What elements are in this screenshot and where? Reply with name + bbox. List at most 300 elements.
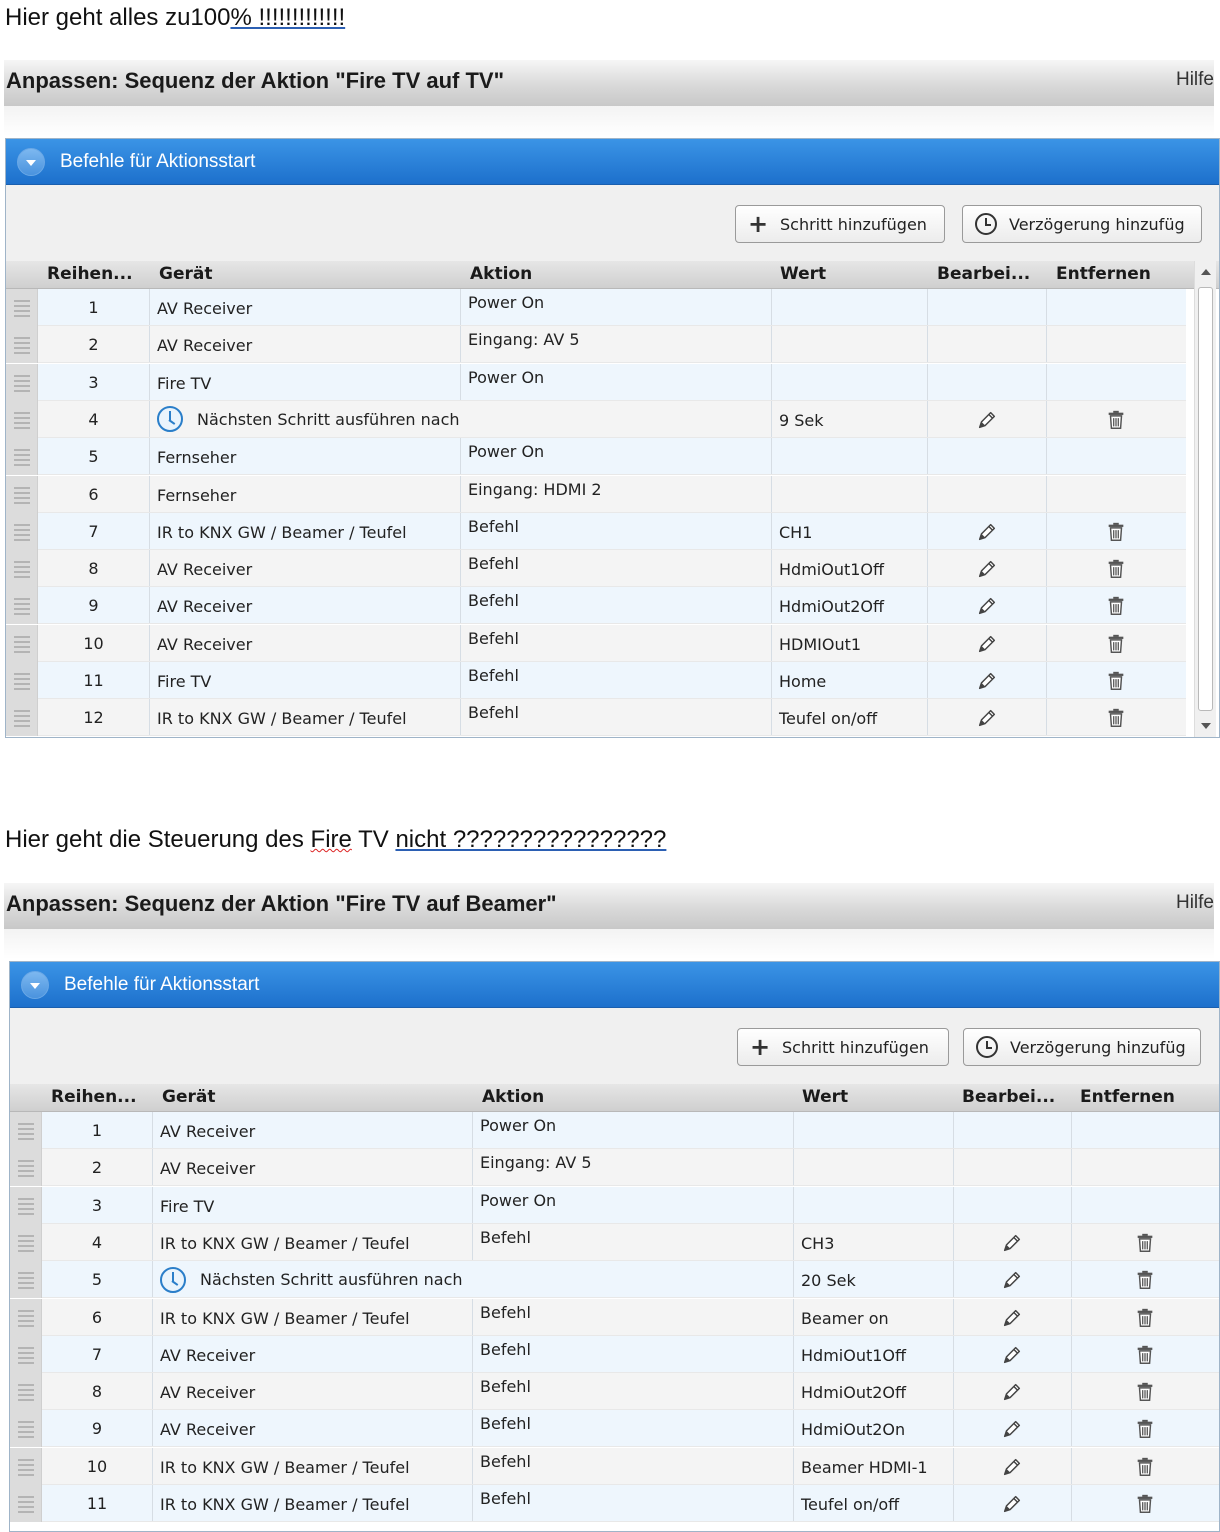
plus-icon: + bbox=[749, 1033, 771, 1061]
column-divider bbox=[1046, 476, 1047, 512]
row-order: 11 bbox=[86, 1494, 108, 1513]
column-divider bbox=[1071, 1149, 1072, 1185]
column-header-edit[interactable]: Bearbei... bbox=[937, 264, 1031, 284]
column-divider bbox=[460, 625, 461, 661]
column-header-remove[interactable]: Entfernen bbox=[1080, 1087, 1175, 1107]
sequence-editor-2 bbox=[0, 883, 1220, 1532]
column-header-order[interactable]: Reihen... bbox=[47, 264, 133, 284]
vertical-scrollbar[interactable] bbox=[1194, 261, 1216, 737]
table-row[interactable] bbox=[6, 550, 1186, 587]
table-row[interactable] bbox=[10, 1373, 1219, 1410]
row-order: 5 bbox=[91, 1270, 103, 1290]
column-divider bbox=[460, 438, 461, 474]
row-order: 12 bbox=[83, 708, 104, 728]
column-divider bbox=[152, 1448, 153, 1484]
value-cell: HdmiOut2Off bbox=[801, 1383, 907, 1403]
table-row[interactable] bbox=[10, 1448, 1219, 1485]
grid-header bbox=[6, 261, 1219, 289]
column-divider bbox=[771, 401, 772, 437]
drag-handle-icon[interactable] bbox=[10, 1299, 42, 1336]
device-cell: IR to KNX GW / Beamer / Teufel bbox=[160, 1308, 410, 1328]
column-divider bbox=[460, 699, 461, 735]
dialog-title: Anpassen: Sequenz der Aktion "Fire TV auf TV" bbox=[6, 68, 505, 93]
table-row[interactable] bbox=[10, 1336, 1219, 1373]
column-divider bbox=[472, 1448, 473, 1484]
trash-icon[interactable] bbox=[1134, 1456, 1156, 1478]
column-divider bbox=[1071, 1485, 1072, 1521]
action-cell: Befehl bbox=[480, 1302, 531, 1322]
value-cell bbox=[793, 1112, 953, 1149]
delay-cell bbox=[152, 1261, 793, 1298]
column-divider bbox=[472, 1149, 473, 1185]
table-row[interactable] bbox=[6, 625, 1186, 662]
device-cell: Fire TV bbox=[157, 672, 212, 691]
value-cell bbox=[771, 476, 927, 513]
column-header-device[interactable]: Gerät bbox=[159, 264, 213, 284]
drag-handle-icon[interactable] bbox=[10, 1149, 42, 1186]
column-divider bbox=[472, 1410, 473, 1446]
row-order: 9 bbox=[91, 1419, 103, 1439]
drag-handle-icon[interactable] bbox=[10, 1336, 42, 1373]
drag-handle-icon[interactable] bbox=[10, 1485, 42, 1522]
device-cell: AV Receiver bbox=[157, 560, 253, 580]
row-order: 6 bbox=[88, 484, 99, 504]
value-cell: Home bbox=[779, 672, 827, 691]
column-divider bbox=[771, 699, 772, 735]
column-header-remove[interactable]: Entfernen bbox=[1056, 264, 1151, 284]
add-step-button[interactable] bbox=[735, 205, 945, 243]
drag-handle-icon[interactable] bbox=[6, 662, 38, 699]
delay-text: Nächsten Schritt ausführen nach bbox=[197, 409, 460, 429]
panel-header[interactable] bbox=[10, 962, 1219, 1008]
column-divider bbox=[472, 1187, 473, 1223]
action-cell: Befehl bbox=[468, 554, 519, 574]
note-line-1 bbox=[5, 4, 345, 32]
column-header-order[interactable]: Reihen... bbox=[51, 1087, 137, 1107]
plus-icon: + bbox=[747, 210, 769, 238]
device-cell: Fire TV bbox=[157, 373, 212, 393]
column-divider bbox=[771, 587, 772, 623]
add-step-label: Schritt hinzufügen bbox=[780, 214, 927, 234]
column-divider bbox=[149, 401, 150, 437]
column-divider bbox=[152, 1373, 153, 1409]
trash-icon[interactable] bbox=[1134, 1418, 1156, 1440]
column-divider bbox=[793, 1485, 794, 1521]
device-cell: IR to KNX GW / Beamer / Teufel bbox=[160, 1457, 410, 1477]
column-divider bbox=[149, 587, 150, 623]
drag-handle-icon[interactable] bbox=[6, 401, 38, 438]
column-divider bbox=[472, 1112, 473, 1148]
add-step-label: Schritt hinzufügen bbox=[782, 1037, 929, 1057]
delay-text: Nächsten Schritt ausführen nach bbox=[200, 1270, 463, 1290]
column-divider bbox=[793, 1261, 794, 1297]
scroll-up-icon[interactable] bbox=[1201, 269, 1211, 275]
table-row[interactable] bbox=[10, 1149, 1219, 1186]
action-cell: Befehl bbox=[468, 591, 519, 611]
column-header-device[interactable]: Gerät bbox=[162, 1087, 216, 1107]
drag-handle-icon[interactable] bbox=[6, 326, 38, 363]
trash-icon[interactable] bbox=[1134, 1307, 1156, 1329]
column-divider bbox=[1046, 513, 1047, 549]
column-divider bbox=[460, 364, 461, 400]
pencil-icon[interactable] bbox=[976, 633, 998, 655]
pencil-icon[interactable] bbox=[1001, 1232, 1023, 1254]
action-cell: Befehl bbox=[480, 1339, 531, 1359]
column-header-edit[interactable]: Bearbei... bbox=[962, 1087, 1056, 1107]
action-cell: Power On bbox=[468, 367, 545, 387]
pencil-icon[interactable] bbox=[1001, 1307, 1023, 1329]
column-divider bbox=[771, 550, 772, 586]
value-cell: Beamer HDMI-1 bbox=[801, 1457, 928, 1477]
drag-handle-icon[interactable] bbox=[6, 625, 38, 662]
column-divider bbox=[460, 587, 461, 623]
commands-panel bbox=[9, 961, 1220, 1532]
value-cell: HdmiOut2Off bbox=[779, 597, 885, 617]
column-divider bbox=[793, 1224, 794, 1260]
column-divider bbox=[152, 1336, 153, 1372]
note-line-2 bbox=[5, 826, 666, 854]
device-cell: IR to KNX GW / Beamer / Teufel bbox=[157, 709, 407, 729]
sequence-grid bbox=[6, 261, 1219, 737]
row-order: 7 bbox=[88, 521, 99, 541]
column-divider bbox=[149, 476, 150, 512]
table-row[interactable] bbox=[6, 289, 1186, 326]
scroll-down-icon[interactable] bbox=[1201, 723, 1211, 729]
value-cell: 9 Sek bbox=[779, 410, 824, 430]
column-divider bbox=[793, 1299, 794, 1335]
drag-handle-icon[interactable] bbox=[6, 438, 38, 475]
value-cell: HdmiOut1Off bbox=[801, 1345, 907, 1365]
value-cell bbox=[771, 326, 927, 363]
table-row[interactable] bbox=[6, 587, 1186, 624]
note-2-text: Hier geht die Steuerung des bbox=[5, 826, 311, 853]
drag-handle-icon[interactable] bbox=[6, 289, 38, 326]
value-cell bbox=[771, 364, 927, 401]
trash-icon[interactable] bbox=[1105, 707, 1127, 729]
drag-handle-icon[interactable] bbox=[6, 513, 38, 550]
column-divider bbox=[793, 1410, 794, 1446]
action-cell: Befehl bbox=[480, 1227, 531, 1247]
table-row[interactable] bbox=[10, 1261, 1219, 1298]
row-order: 4 bbox=[88, 409, 99, 429]
column-divider bbox=[152, 1410, 153, 1446]
action-cell: Befehl bbox=[480, 1377, 531, 1397]
help-link[interactable]: Hilfe bbox=[1175, 892, 1214, 913]
column-divider bbox=[472, 1299, 473, 1335]
row-order: 9 bbox=[88, 596, 99, 616]
trash-icon[interactable] bbox=[1105, 595, 1127, 617]
column-divider bbox=[953, 1336, 954, 1372]
column-divider bbox=[460, 550, 461, 586]
column-divider bbox=[149, 550, 150, 586]
column-divider bbox=[927, 401, 928, 437]
scroll-thumb[interactable] bbox=[1198, 287, 1213, 711]
column-divider bbox=[149, 662, 150, 698]
row-order: 7 bbox=[91, 1344, 103, 1364]
drag-handle-icon[interactable] bbox=[10, 1187, 42, 1224]
pencil-icon[interactable] bbox=[1001, 1344, 1023, 1366]
column-header-action[interactable]: Aktion bbox=[470, 264, 533, 284]
drag-handle-icon[interactable] bbox=[10, 1373, 42, 1410]
column-divider bbox=[152, 1112, 153, 1148]
device-cell: Fernseher bbox=[157, 448, 237, 468]
device-cell: Fernseher bbox=[157, 485, 237, 505]
column-divider bbox=[771, 326, 772, 362]
table-row[interactable] bbox=[10, 1485, 1219, 1522]
table-row[interactable] bbox=[10, 1299, 1219, 1336]
action-cell: Befehl bbox=[480, 1414, 531, 1434]
value-cell bbox=[793, 1149, 953, 1186]
row-order: 4 bbox=[91, 1232, 103, 1252]
device-cell: IR to KNX GW / Beamer / Teufel bbox=[160, 1233, 410, 1253]
trash-icon[interactable] bbox=[1134, 1493, 1156, 1515]
column-divider bbox=[771, 476, 772, 512]
trash-icon[interactable] bbox=[1105, 409, 1127, 431]
row-order: 3 bbox=[91, 1195, 103, 1215]
column-divider bbox=[1071, 1410, 1072, 1446]
panel-toolbar bbox=[10, 1008, 1219, 1084]
column-divider bbox=[1046, 625, 1047, 661]
column-divider bbox=[1046, 587, 1047, 623]
table-row[interactable] bbox=[10, 1410, 1219, 1447]
action-cell: Eingang: AV 5 bbox=[480, 1153, 592, 1173]
pencil-icon[interactable] bbox=[1001, 1418, 1023, 1440]
device-cell: Fire TV bbox=[160, 1196, 215, 1216]
drag-handle-icon[interactable] bbox=[6, 550, 38, 587]
drag-handle-icon[interactable] bbox=[10, 1261, 42, 1298]
clock-icon bbox=[157, 406, 183, 432]
column-divider bbox=[1046, 699, 1047, 735]
table-row[interactable] bbox=[10, 1112, 1219, 1149]
table-row[interactable] bbox=[6, 699, 1186, 736]
column-divider bbox=[1046, 438, 1047, 474]
add-step-button[interactable] bbox=[737, 1028, 949, 1066]
column-divider bbox=[460, 513, 461, 549]
pencil-icon[interactable] bbox=[1001, 1381, 1023, 1403]
column-divider bbox=[1071, 1112, 1072, 1148]
device-cell: IR to KNX GW / Beamer / Teufel bbox=[160, 1495, 410, 1514]
column-divider bbox=[953, 1410, 954, 1446]
table-row[interactable] bbox=[6, 401, 1186, 438]
row-order: 3 bbox=[88, 372, 99, 392]
action-cell: Befehl bbox=[468, 628, 519, 648]
device-cell: AV Receiver bbox=[160, 1159, 256, 1179]
trash-icon[interactable] bbox=[1105, 521, 1127, 543]
column-divider bbox=[149, 289, 150, 325]
pencil-icon[interactable] bbox=[976, 558, 998, 580]
drag-handle-icon[interactable] bbox=[6, 587, 38, 624]
column-divider bbox=[771, 662, 772, 698]
column-divider bbox=[927, 550, 928, 586]
note-2-emphasis: nicht ???????????????? bbox=[395, 826, 667, 853]
column-divider bbox=[1071, 1187, 1072, 1223]
column-divider bbox=[927, 476, 928, 512]
row-order: 10 bbox=[83, 633, 104, 653]
trash-icon[interactable] bbox=[1134, 1232, 1156, 1254]
column-divider bbox=[1046, 289, 1047, 325]
column-divider bbox=[793, 1448, 794, 1484]
column-header-action[interactable]: Aktion bbox=[482, 1087, 545, 1107]
value-cell bbox=[793, 1187, 953, 1224]
value-cell: Teufel on/off bbox=[779, 709, 878, 729]
trash-icon[interactable] bbox=[1134, 1344, 1156, 1366]
column-divider bbox=[793, 1336, 794, 1372]
pencil-icon[interactable] bbox=[976, 670, 998, 692]
table-row[interactable] bbox=[10, 1224, 1219, 1261]
chevron-down-icon[interactable] bbox=[21, 971, 49, 999]
value-cell: CH1 bbox=[779, 522, 813, 542]
column-divider bbox=[1071, 1448, 1072, 1484]
value-cell: Teufel on/off bbox=[801, 1495, 900, 1514]
table-row[interactable] bbox=[10, 1187, 1219, 1224]
note-1-text: Hier geht alles zu100 bbox=[5, 4, 231, 31]
action-cell: Befehl bbox=[468, 666, 519, 685]
pencil-icon[interactable] bbox=[1001, 1493, 1023, 1515]
pencil-icon[interactable] bbox=[976, 521, 998, 543]
column-divider bbox=[953, 1224, 954, 1260]
column-header-value[interactable]: Wert bbox=[802, 1087, 849, 1107]
clock-icon bbox=[964, 1036, 1010, 1058]
drag-handle-icon[interactable] bbox=[6, 364, 38, 401]
column-divider bbox=[152, 1224, 153, 1260]
column-divider bbox=[472, 1224, 473, 1260]
trash-icon[interactable] bbox=[1134, 1269, 1156, 1291]
device-cell: AV Receiver bbox=[160, 1420, 256, 1440]
action-cell: Befehl bbox=[480, 1489, 531, 1508]
table-row[interactable] bbox=[6, 364, 1186, 401]
pencil-icon[interactable] bbox=[976, 409, 998, 431]
column-divider bbox=[793, 1373, 794, 1409]
sequence-grid bbox=[10, 1084, 1219, 1531]
column-divider bbox=[953, 1149, 954, 1185]
device-cell: AV Receiver bbox=[157, 597, 253, 617]
column-divider bbox=[149, 513, 150, 549]
device-cell: AV Receiver bbox=[157, 336, 253, 356]
column-divider bbox=[953, 1485, 954, 1521]
device-cell: AV Receiver bbox=[157, 299, 253, 318]
commands-panel bbox=[5, 138, 1220, 738]
column-divider bbox=[460, 326, 461, 362]
row-order: 11 bbox=[83, 671, 104, 690]
trash-icon[interactable] bbox=[1105, 670, 1127, 692]
device-cell: AV Receiver bbox=[160, 1122, 256, 1141]
column-divider bbox=[927, 326, 928, 362]
table-row[interactable] bbox=[6, 326, 1186, 363]
action-cell: Power On bbox=[468, 442, 545, 462]
column-divider bbox=[793, 1112, 794, 1148]
titlebar-fade bbox=[4, 929, 1214, 959]
add-delay-button[interactable] bbox=[963, 1028, 1201, 1066]
action-cell: Befehl bbox=[468, 703, 519, 723]
column-divider bbox=[953, 1112, 954, 1148]
column-divider bbox=[927, 513, 928, 549]
column-divider bbox=[472, 1336, 473, 1372]
column-divider bbox=[1071, 1336, 1072, 1372]
column-divider bbox=[771, 364, 772, 400]
device-cell: AV Receiver bbox=[160, 1345, 256, 1365]
table-row[interactable] bbox=[6, 438, 1186, 475]
device-cell: AV Receiver bbox=[160, 1383, 256, 1403]
column-divider bbox=[927, 587, 928, 623]
row-order: 6 bbox=[91, 1307, 103, 1327]
grid-header bbox=[10, 1084, 1219, 1112]
trash-icon[interactable] bbox=[1134, 1381, 1156, 1403]
action-cell: Eingang: AV 5 bbox=[468, 330, 580, 350]
trash-icon[interactable] bbox=[1105, 558, 1127, 580]
table-row[interactable] bbox=[6, 476, 1186, 513]
device-cell: IR to KNX GW / Beamer / Teufel bbox=[157, 522, 407, 542]
table-row[interactable] bbox=[6, 662, 1186, 699]
add-delay-label: Verzögerung hinzufüg bbox=[1010, 1037, 1186, 1057]
row-order: 1 bbox=[91, 1121, 103, 1140]
drag-handle-icon[interactable] bbox=[10, 1112, 42, 1149]
pencil-icon[interactable] bbox=[1001, 1269, 1023, 1291]
column-divider bbox=[152, 1485, 153, 1521]
drag-handle-icon[interactable] bbox=[10, 1224, 42, 1261]
drag-handle-icon[interactable] bbox=[10, 1448, 42, 1485]
column-divider bbox=[152, 1299, 153, 1335]
pencil-icon[interactable] bbox=[976, 707, 998, 729]
column-divider bbox=[1071, 1224, 1072, 1260]
column-divider bbox=[771, 289, 772, 325]
value-cell: HdmiOut1Off bbox=[779, 560, 885, 580]
action-cell: Eingang: HDMI 2 bbox=[468, 479, 602, 499]
column-divider bbox=[953, 1187, 954, 1223]
column-divider bbox=[771, 438, 772, 474]
column-divider bbox=[1046, 662, 1047, 698]
column-divider bbox=[152, 1261, 153, 1297]
column-divider bbox=[149, 326, 150, 362]
note-1-emphasis: % !!!!!!!!!!!!! bbox=[230, 4, 346, 31]
column-divider bbox=[953, 1261, 954, 1297]
column-divider bbox=[953, 1448, 954, 1484]
device-cell: AV Receiver bbox=[157, 634, 253, 654]
column-divider bbox=[460, 476, 461, 512]
pencil-icon[interactable] bbox=[976, 595, 998, 617]
column-divider bbox=[149, 438, 150, 474]
chevron-down-icon[interactable] bbox=[17, 148, 45, 176]
drag-handle-icon[interactable] bbox=[6, 476, 38, 513]
table-row[interactable] bbox=[6, 513, 1186, 550]
column-divider bbox=[1071, 1373, 1072, 1409]
help-link[interactable]: Hilfe bbox=[1175, 69, 1214, 90]
column-divider bbox=[927, 662, 928, 698]
pencil-icon[interactable] bbox=[1001, 1456, 1023, 1478]
action-cell: Befehl bbox=[468, 516, 519, 536]
clock-icon bbox=[963, 213, 1009, 235]
column-header-value[interactable]: Wert bbox=[780, 264, 827, 284]
value-cell: HdmiOut2On bbox=[801, 1420, 906, 1440]
panel-title: Befehle für Aktionsstart bbox=[64, 974, 260, 995]
column-divider bbox=[927, 289, 928, 325]
column-divider bbox=[927, 625, 928, 661]
titlebar-fade bbox=[4, 106, 1214, 136]
column-divider bbox=[927, 364, 928, 400]
column-divider bbox=[953, 1299, 954, 1335]
dialog-title: Anpassen: Sequenz der Aktion "Fire TV auf Beamer" bbox=[6, 891, 557, 916]
row-order: 2 bbox=[91, 1158, 103, 1178]
drag-handle-icon[interactable] bbox=[10, 1410, 42, 1447]
drag-handle-icon[interactable] bbox=[6, 699, 38, 736]
add-delay-button[interactable] bbox=[962, 205, 1202, 243]
panel-header[interactable] bbox=[6, 139, 1219, 185]
action-cell: Power On bbox=[468, 293, 545, 312]
column-divider bbox=[927, 699, 928, 735]
trash-icon[interactable] bbox=[1105, 633, 1127, 655]
column-divider bbox=[472, 1485, 473, 1521]
column-divider bbox=[149, 625, 150, 661]
row-order: 5 bbox=[88, 447, 99, 467]
